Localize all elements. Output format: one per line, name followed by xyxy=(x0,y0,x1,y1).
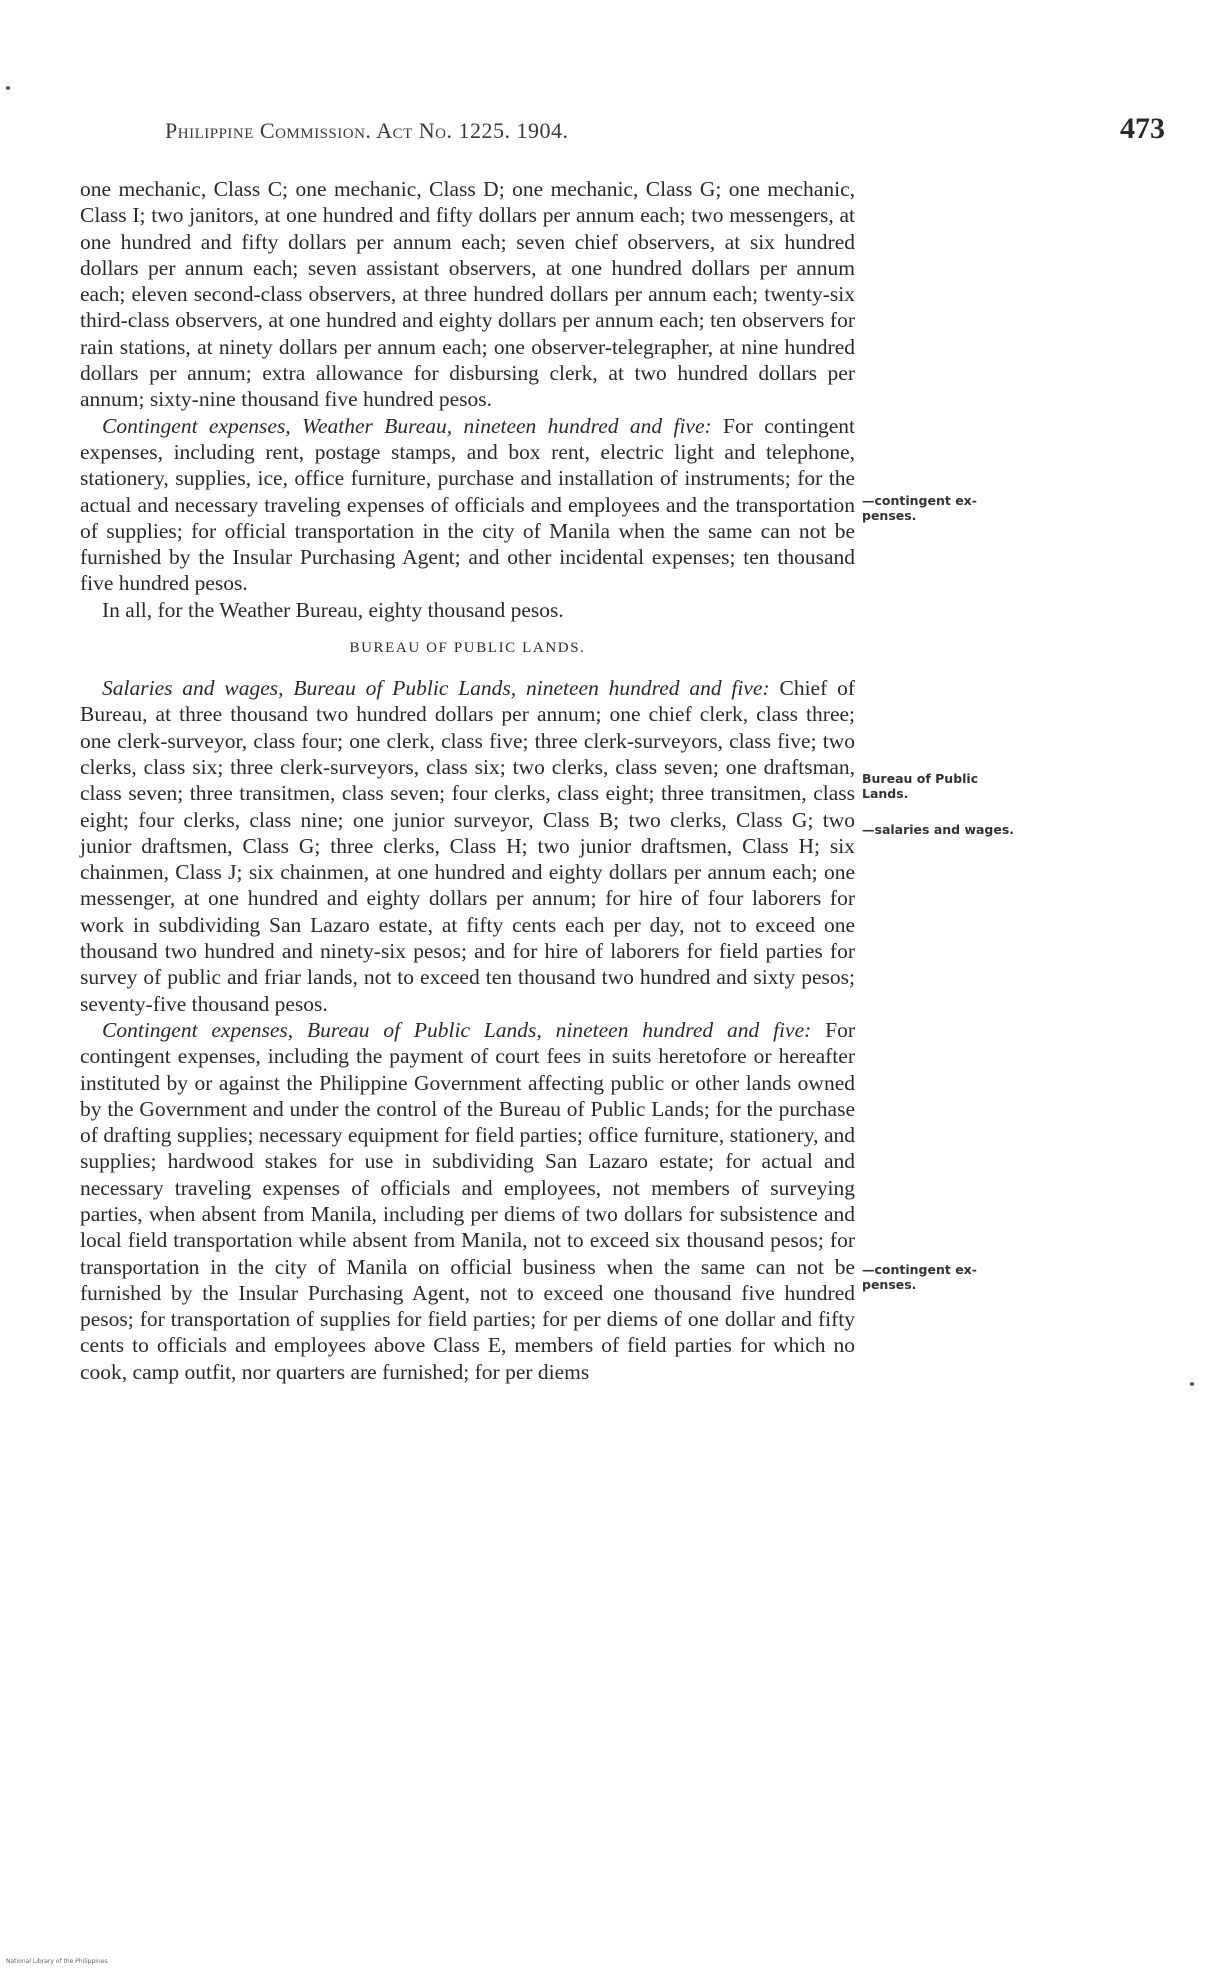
running-head: Philippine Commission. Act No. 1225. 1904. xyxy=(165,118,569,143)
paragraph-text: For contingent expenses, including the payment of court fees in suits heretofore or hereafter instituted by or against the Philippine Government affecting public or other lands owned by the Government and under the control of the Bureau of Public Lands; for the purchase of drafting supplies; necessary equipment for field parties; office furniture, stationery, and supplies; hardwood stakes for use in subdividing San Lazaro estate; for actual and necessary traveling expenses of officials and employees, not members of surveying parties, when absent from Manila, including per diems of two dollars for subsistence and local field transportation while absent from Manila, not to exceed six thousand pesos; for transportation in the city of Manila on official business when the same can not be furnished by the Insular Purchasing Agent, not to exceed one thousand five hundred pesos; for transportation of supplies for field parties; for per diems of one dollar and fifty cents to officials and employees above Class E, members of field parties for which no cook, camp outfit, nor quarters are furnished; for per diems xyxy=(80,1017,855,1384)
paragraph-text: For contingent expenses, including rent, postage stamps, and box rent, electric light and telephone, stationery, supplies, ice, office furniture, purchase and installation of instruments; for the actual and necessary traveling expenses of officials and employees and the transportation of supplies; for official transportation in the city of Manila when the same can not be furnished by the Insular Purchasing Agent; and other incidental expenses; ten thousand five hundred pesos. xyxy=(80,413,855,596)
paragraph-weather-bureau-total: In all, for the Weather Bureau, eighty thousand pesos. xyxy=(102,597,564,622)
margin-note-bureau-public-lands: Bureau of Public Lands. xyxy=(862,771,979,801)
margin-note-contingent-weather: —contingent ex- penses. xyxy=(862,493,977,523)
page-header xyxy=(165,112,1165,152)
paragraph-weather-bureau-salaries: one mechanic, Class C; one mechanic, Class D; one mechanic, Class G; one mechanic, Class I; two janitors, at one hundred and fifty dollars per annum each; two messengers, at one hundred and fifty dollars per annum each; seven chief observers, at six hundred dollars per annum each; seven assistant observers, at one hundred dollars per annum each; eleven second-class observers, at three hundred dollars per annum each; twenty-six third-class observers, at one hundred and eighty dollars per annum each; ten observers for rain stations, at ninety dollars per annum each; one observer-telegrapher, at nine hundred dollars per annum; extra allowance for disbursing clerk, at two hundred dollars per annum; sixty-nine thousand five hundred pesos. xyxy=(80,177,855,412)
paragraph-public-lands-salaries xyxy=(80,675,855,1017)
paragraph-public-lands-contingent xyxy=(80,1017,855,1385)
section-title: BUREAU OF PUBLIC LANDS. xyxy=(349,640,586,657)
paragraph-heading: Contingent expenses, Weather Bureau, nineteen hundred and five: xyxy=(102,413,712,438)
scan-speck xyxy=(1190,1382,1194,1386)
margin-note-salaries-wages: —salaries and wages. xyxy=(862,822,1015,837)
paragraph-heading: Contingent expenses, Bureau of Public Lands, nineteen hundred and five: xyxy=(102,1017,812,1042)
paragraph-weather-bureau-contingent xyxy=(80,413,855,597)
paragraph-heading: Salaries and wages, Bureau of Public Lands, nineteen hundred and five: xyxy=(102,676,770,701)
paragraph-text: Chief of Bureau, at three thousand two hundred dollars per annum; one chief clerk, class three; one clerk-surveyor, class four; one clerk, class five; three clerk-surveyors, class five; two clerks, class six; three clerk-surveyors, class six; two clerks, class seven; one draftsman, class seven; three transitmen, class seven; four clerks, class eight; three transitmen, class eight; four clerks, class nine; one junior surveyor, Class B; two clerks, Class G; two junior draftsmen, Class G; three clerks, Class H; two junior draftsmen, Class H; six chainmen, Class J; six chainmen, at one hundred and eighty dollars per annum each; one messenger, at one hundred and eighty dollars per annum; for hire of four laborers for work in subdividing San Lazaro estate, at fifty cents each per day, not to exceed one thousand two hundred and ninety-six pesos; and for hire of laborers for field parties for survey of public and friar lands, not to exceed ten thousand two hundred and sixty pesos; seventy-five thousand pesos. xyxy=(80,676,855,1016)
main-text-column xyxy=(80,176,855,1385)
scan-speck xyxy=(6,86,10,90)
page-number: 473 xyxy=(1120,112,1165,145)
footer-credit: National Library of the Philippines xyxy=(6,1958,108,1965)
margin-note-contingent-lands: —contingent ex- penses. xyxy=(862,1262,977,1292)
